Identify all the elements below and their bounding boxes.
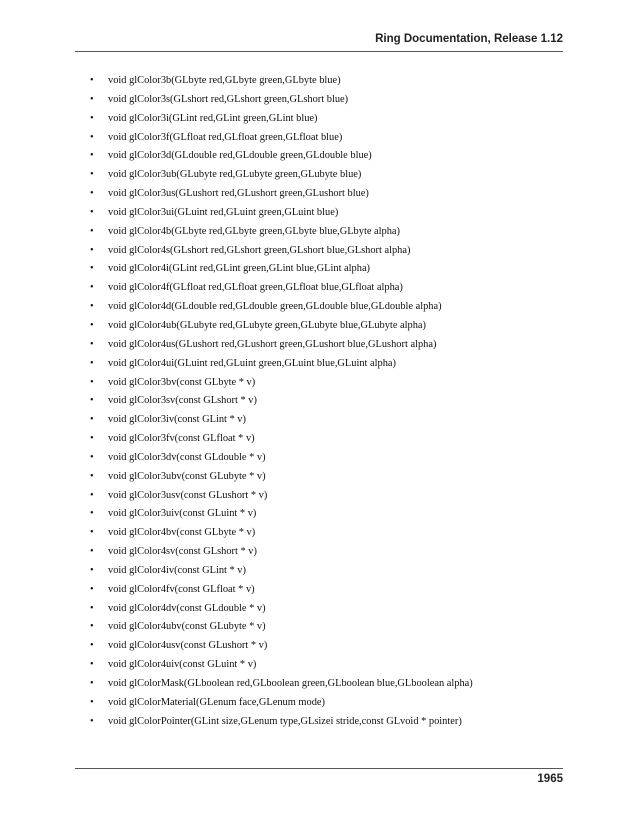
list-item	[90, 618, 473, 637]
function-signature: void glColor3s(GLshort red,GLshort green,GLshort blue)	[108, 93, 349, 105]
bullet-icon: •	[90, 414, 94, 426]
list-item	[90, 562, 473, 581]
list-item	[90, 204, 473, 223]
list-item	[90, 166, 473, 185]
list-item	[90, 656, 473, 675]
list-item	[90, 185, 473, 204]
bullet-icon: •	[90, 150, 94, 162]
function-signature: void glColor4b(GLbyte red,GLbyte green,GLbyte blue,GLbyte alpha)	[108, 225, 401, 237]
list-item	[90, 336, 473, 355]
bullet-icon: •	[90, 640, 94, 652]
bullet-icon: •	[90, 376, 94, 388]
bullet-icon: •	[90, 319, 94, 331]
function-signature: void glColor4uiv(const GLuint * v)	[108, 659, 257, 671]
list-item	[90, 713, 473, 732]
bullet-icon: •	[90, 263, 94, 275]
list-item	[90, 600, 473, 619]
header-rule	[75, 51, 563, 52]
list-item	[90, 279, 473, 298]
list-item	[90, 487, 473, 506]
function-signature: void glColor4d(GLdouble red,GLdouble green,GLdouble blue,GLdouble alpha)	[108, 301, 442, 313]
bullet-icon: •	[90, 169, 94, 181]
bullet-icon: •	[90, 188, 94, 200]
function-signature: void glColor4us(GLushort red,GLushort green,GLushort blue,GLushort alpha)	[108, 338, 437, 350]
list-item	[90, 91, 473, 110]
bullet-icon: •	[90, 583, 94, 595]
function-signature: void glColor3ui(GLuint red,GLuint green,GLuint blue)	[108, 206, 339, 218]
list-item	[90, 637, 473, 656]
bullet-icon: •	[90, 451, 94, 463]
bullet-icon: •	[90, 433, 94, 445]
list-item	[90, 675, 473, 694]
bullet-icon: •	[90, 93, 94, 105]
function-signature: void glColor3f(GLfloat red,GLfloat green,GLfloat blue)	[108, 131, 343, 143]
list-item	[90, 355, 473, 374]
bullet-icon: •	[90, 282, 94, 294]
bullet-icon: •	[90, 621, 94, 633]
function-signature: void glColor3usv(const GLushort * v)	[108, 489, 268, 501]
bullet-icon: •	[90, 301, 94, 313]
list-item	[90, 242, 473, 261]
list-item	[90, 524, 473, 543]
function-signature: void glColor4usv(const GLushort * v)	[108, 640, 268, 652]
list-item	[90, 543, 473, 562]
list-item	[90, 411, 473, 430]
function-signature: void glColor4dv(const GLdouble * v)	[108, 602, 266, 614]
list-item	[90, 317, 473, 336]
bullet-icon: •	[90, 244, 94, 256]
list-item	[90, 72, 473, 91]
footer-rule	[75, 768, 563, 769]
bullet-icon: •	[90, 395, 94, 407]
bullet-icon: •	[90, 564, 94, 576]
list-item	[90, 298, 473, 317]
function-signature: void glColor3ubv(const GLubyte * v)	[108, 470, 266, 482]
page-number: 1965	[537, 773, 563, 785]
bullet-icon: •	[90, 225, 94, 237]
list-item	[90, 694, 473, 713]
function-signature: void glColor3d(GLdouble red,GLdouble green,GLdouble blue)	[108, 150, 372, 162]
list-item	[90, 129, 473, 148]
bullet-icon: •	[90, 678, 94, 689]
function-signature: void glColor4sv(const GLshort * v)	[108, 546, 257, 558]
list-item	[90, 223, 473, 242]
bullet-icon: •	[90, 338, 94, 350]
bullet-icon: •	[90, 75, 94, 86]
function-signature: void glColor3uiv(const GLuint * v)	[108, 508, 257, 520]
function-signature: void glColor4i(GLint red,GLint green,GLint blue,GLint alpha)	[108, 263, 371, 275]
list-item	[90, 392, 473, 411]
bullet-icon: •	[90, 659, 94, 671]
list-item	[90, 147, 473, 166]
bullet-icon: •	[90, 546, 94, 558]
list-item	[90, 110, 473, 129]
bullet-icon: •	[90, 131, 94, 143]
function-signature: void glColor3iv(const GLint * v)	[108, 414, 246, 426]
function-signature: void glColorPointer(GLint size,GLenum type,GLsizei stride,const GLvoid * pointer)	[108, 715, 462, 727]
list-item	[90, 449, 473, 468]
function-signature: void glColor4f(GLfloat red,GLfloat green,GLfloat blue,GLfloat alpha)	[108, 282, 403, 294]
bullet-icon: •	[90, 527, 94, 539]
function-signature: void glColor3b(GLbyte red,GLbyte green,GLbyte blue)	[108, 75, 341, 86]
function-signature: void glColor3bv(const GLbyte * v)	[108, 376, 256, 388]
function-signature: void glColorMask(GLboolean red,GLboolean green,GLboolean blue,GLboolean alpha)	[108, 678, 473, 689]
list-item	[90, 581, 473, 600]
list-item	[90, 260, 473, 279]
function-signature: void glColor4fv(const GLfloat * v)	[108, 583, 255, 595]
function-signature: void glColor3fv(const GLfloat * v)	[108, 433, 255, 445]
function-signature: void glColor3i(GLint red,GLint green,GLint blue)	[108, 112, 318, 124]
function-signature: void glColor3sv(const GLshort * v)	[108, 395, 257, 407]
list-item	[90, 430, 473, 449]
bullet-icon: •	[90, 357, 94, 369]
bullet-icon: •	[90, 602, 94, 614]
function-signature: void glColorMaterial(GLenum face,GLenum mode)	[108, 696, 325, 708]
list-item	[90, 374, 473, 393]
function-signature: void glColor3us(GLushort red,GLushort green,GLushort blue)	[108, 188, 369, 200]
function-signature: void glColor4s(GLshort red,GLshort green,GLshort blue,GLshort alpha)	[108, 244, 411, 256]
function-signature: void glColor3dv(const GLdouble * v)	[108, 451, 266, 463]
function-signature: void glColor4ui(GLuint red,GLuint green,GLuint blue,GLuint alpha)	[108, 357, 396, 369]
bullet-icon: •	[90, 696, 94, 708]
function-signature: void glColor4ubv(const GLubyte * v)	[108, 621, 266, 633]
function-signature: void glColor4iv(const GLint * v)	[108, 564, 246, 576]
function-signature: void glColor3ub(GLubyte red,GLubyte green,GLubyte blue)	[108, 169, 362, 181]
bullet-icon: •	[90, 112, 94, 124]
function-list	[90, 72, 473, 732]
bullet-icon: •	[90, 489, 94, 501]
bullet-icon: •	[90, 508, 94, 520]
function-signature: void glColor4bv(const GLbyte * v)	[108, 527, 256, 539]
list-item	[90, 505, 473, 524]
bullet-icon: •	[90, 715, 94, 727]
bullet-icon: •	[90, 470, 94, 482]
bullet-icon: •	[90, 206, 94, 218]
function-signature: void glColor4ub(GLubyte red,GLubyte green,GLubyte blue,GLubyte alpha)	[108, 319, 426, 331]
running-header: Ring Documentation, Release 1.12	[375, 33, 563, 45]
list-item	[90, 468, 473, 487]
